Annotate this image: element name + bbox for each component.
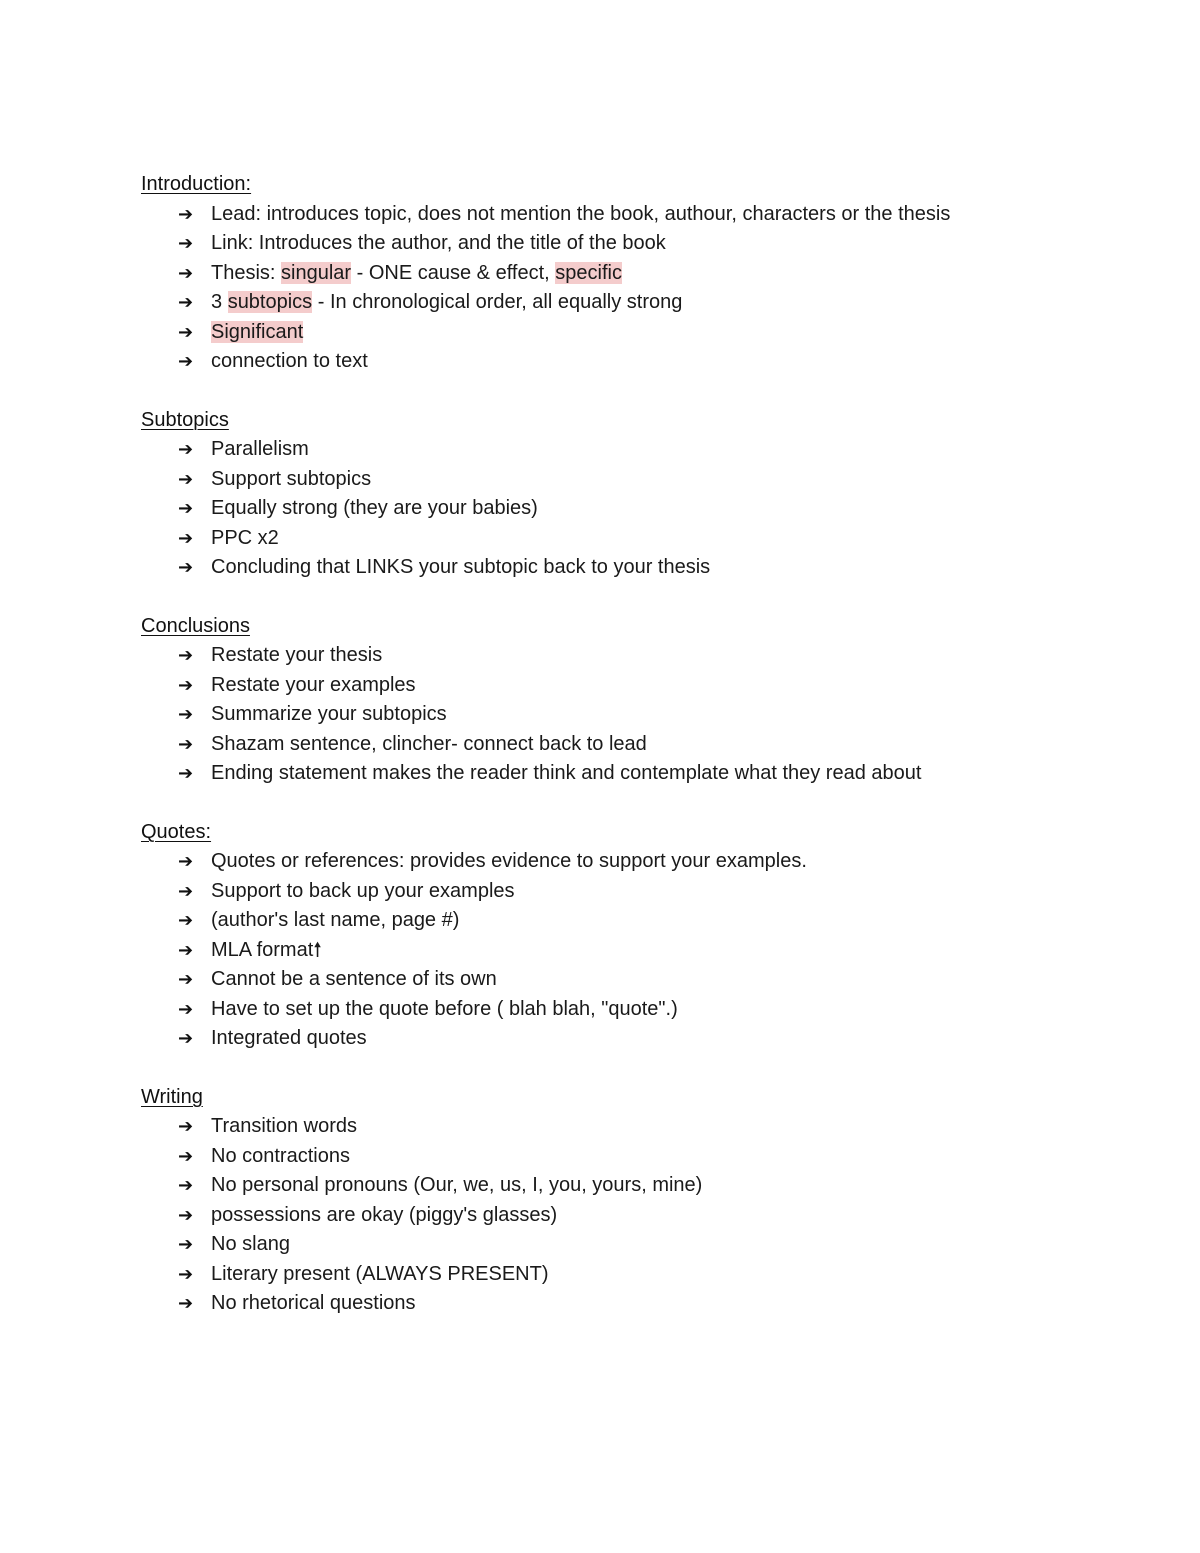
- list-item-text: Integrated quotes: [211, 1027, 367, 1049]
- section-heading: Subtopics: [141, 408, 229, 431]
- arrow-bullet-icon: ➔: [178, 1175, 194, 1196]
- section-conclusions: [141, 612, 1061, 789]
- highlighted-text: singular: [281, 261, 352, 284]
- highlighted-text: Significant: [211, 320, 304, 343]
- arrow-bullet-icon: ➔: [178, 262, 194, 284]
- list-item: [141, 1112, 1061, 1142]
- list-item: [141, 435, 1061, 465]
- list-item: [141, 995, 1061, 1025]
- list-item: [141, 1201, 1061, 1231]
- document-body[interactable]: [141, 170, 1061, 1348]
- list-item-text: Restate your thesis: [211, 644, 383, 666]
- list-item: [141, 318, 1061, 348]
- arrow-bullet-icon: ➔: [178, 704, 194, 725]
- arrow-bullet-icon: ➔: [178, 557, 194, 578]
- arrow-bullet-icon: ➔: [178, 998, 194, 1020]
- list-item: [141, 936, 1061, 966]
- list-item-text: Support to back up your examples: [211, 879, 515, 902]
- list-item: [141, 288, 1061, 318]
- highlighted-text: subtopics: [227, 291, 313, 313]
- arrow-bullet-icon: ➔: [178, 910, 194, 931]
- list-item: [141, 1230, 1061, 1260]
- list-item-text: Have to set up the quote before ( blah blah, "quote".): [211, 997, 678, 1020]
- arrow-bullet-icon: ➔: [178, 233, 194, 254]
- list-item-text: Thesis:: [211, 261, 282, 284]
- bullet-list: [141, 641, 1061, 789]
- arrow-bullet-icon: ➔: [178, 733, 194, 755]
- bullet-list: [141, 200, 1061, 377]
- list-item-text: (author's last name, page #): [211, 909, 460, 931]
- list-item: [141, 1024, 1061, 1054]
- list-item-text: No slang: [211, 1233, 290, 1255]
- arrow-bullet-icon: ➔: [178, 1145, 194, 1167]
- arrow-bullet-icon: ➔: [178, 1234, 194, 1255]
- arrow-bullet-icon: ➔: [178, 351, 194, 372]
- arrow-bullet-icon: ➔: [178, 763, 194, 784]
- list-item-text: possessions are okay (piggy's glasses): [211, 1203, 558, 1226]
- list-item-text: Concluding that LINKS your subtopic back to your thesis: [211, 556, 711, 578]
- list-item-text: Cannot be a sentence of its own: [211, 968, 497, 990]
- list-item: [141, 906, 1061, 936]
- list-item-text: Lead: introduces topic, does not mention the book, authour, characters or the thesis: [211, 202, 951, 225]
- section-subtopics: [141, 406, 1061, 583]
- list-item-text: - In chronological order, all equally strong: [312, 291, 683, 313]
- list-item: [141, 671, 1061, 701]
- bullet-list: [141, 1112, 1061, 1319]
- list-item-text: PPC x2: [211, 526, 279, 549]
- section-writing: [141, 1083, 1061, 1319]
- list-item-text: Quotes or references: provides evidence to support your examples.: [211, 850, 807, 872]
- list-item: [141, 1289, 1061, 1319]
- arrow-bullet-icon: ➔: [178, 527, 194, 549]
- arrow-bullet-icon: ➔: [178, 880, 194, 902]
- section-quotes: [141, 818, 1061, 1054]
- list-item-text: - ONE cause & effect,: [351, 261, 556, 284]
- list-item-text: Support subtopics: [211, 467, 372, 490]
- list-item-text: Summarize your subtopics: [211, 703, 447, 725]
- section-heading: Writing: [141, 1085, 203, 1108]
- section-heading: Introduction:: [141, 173, 252, 195]
- arrow-bullet-icon: ➔: [178, 321, 194, 343]
- list-item: [141, 1260, 1061, 1290]
- list-item: [141, 465, 1061, 495]
- highlighted-text: specific: [555, 261, 622, 284]
- arrow-bullet-icon: ➔: [178, 645, 194, 666]
- list-item-text: Shazam sentence, clincher- connect back to lead: [211, 732, 647, 755]
- list-item: [141, 847, 1061, 877]
- section-heading: Quotes:: [141, 820, 212, 843]
- arrow-bullet-icon: ➔: [178, 1116, 194, 1137]
- list-item-text: connection to text: [211, 350, 368, 372]
- arrow-bullet-icon: ➔: [178, 468, 194, 490]
- bullet-list: [141, 847, 1061, 1054]
- list-item-text: No personal pronouns (Our, we, us, I, you, yours, mine): [211, 1174, 703, 1196]
- list-item-text: Parallelism: [211, 438, 309, 460]
- arrow-bullet-icon: ➔: [178, 1293, 194, 1314]
- arrow-bullet-icon: ➔: [178, 939, 194, 961]
- arrow-bullet-icon: ➔: [178, 969, 194, 990]
- list-item-text: MLA format🠕: [211, 938, 322, 961]
- list-item: [141, 259, 1061, 289]
- arrow-bullet-icon: ➔: [178, 203, 194, 225]
- list-item-text: Equally strong (they are your babies): [211, 497, 538, 519]
- arrow-bullet-icon: ➔: [178, 439, 194, 460]
- arrow-bullet-icon: ➔: [178, 1204, 194, 1226]
- list-item: [141, 700, 1061, 730]
- list-item-text: Link: Introduces the author, and the title of the book: [211, 232, 666, 254]
- section-introduction: [141, 170, 1061, 377]
- arrow-bullet-icon: ➔: [178, 498, 194, 519]
- arrow-bullet-icon: ➔: [178, 292, 194, 313]
- list-item-text: Transition words: [211, 1115, 357, 1137]
- list-item: [141, 1171, 1061, 1201]
- list-item-text: 3: [211, 291, 228, 313]
- list-item: [141, 641, 1061, 671]
- list-item: [141, 494, 1061, 524]
- arrow-bullet-icon: ➔: [178, 1263, 194, 1285]
- list-item: [141, 347, 1061, 377]
- section-heading: Conclusions: [141, 614, 250, 637]
- list-item: [141, 877, 1061, 907]
- list-item-text: Literary present (ALWAYS PRESENT): [211, 1262, 549, 1285]
- list-item-text: Ending statement makes the reader think and contemplate what they read about: [211, 762, 922, 784]
- list-item: [141, 1142, 1061, 1172]
- list-item: [141, 200, 1061, 230]
- list-item-text: Restate your examples: [211, 673, 416, 696]
- list-item: [141, 759, 1061, 789]
- list-item: [141, 730, 1061, 760]
- arrow-bullet-icon: ➔: [178, 674, 194, 696]
- list-item: [141, 965, 1061, 995]
- list-item: [141, 524, 1061, 554]
- arrow-bullet-icon: ➔: [178, 851, 194, 872]
- list-item: [141, 553, 1061, 583]
- list-item: [141, 229, 1061, 259]
- list-item-text: No rhetorical questions: [211, 1292, 416, 1314]
- bullet-list: [141, 435, 1061, 583]
- arrow-bullet-icon: ➔: [178, 1028, 194, 1049]
- list-item-text: No contractions: [211, 1144, 350, 1167]
